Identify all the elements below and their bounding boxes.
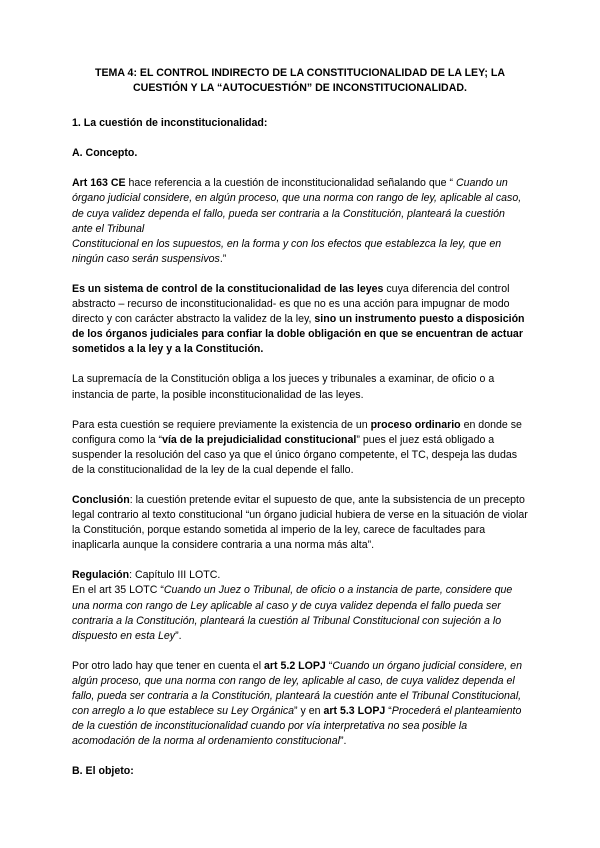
p6-text-3: ”. bbox=[175, 629, 182, 642]
p4-text-1: Para esta cuestión se requiere previamente la existencia de un bbox=[72, 418, 371, 431]
p7-bold-2: art 5.3 LOPJ bbox=[323, 705, 386, 718]
section-1-heading-colon: : bbox=[263, 117, 268, 130]
section-b-heading-colon: : bbox=[130, 765, 134, 778]
p5-text-1: : la cuestión pretende evitar el supuesto de que, ante la subsistencia de un precepto legal contrario al texto constitucional “un órgano judicial hubiera de verse en la situación de violar la Constitución, porque estando sometida al imperio de la ley, carece de facultades para inaplicarla aunque la considere contraria a una norma más alta”. bbox=[72, 493, 528, 552]
p1-quote-2: Constitucional en los supuestos, en la forma y con los efectos que establezca la ley, que en ningún caso serán suspensivos bbox=[72, 237, 502, 265]
paragraph-lopj bbox=[72, 659, 528, 750]
document-title: TEMA 4: EL CONTROL INDIRECTO DE LA CONSTITUCIONALIDAD DE LA LEY; LA CUESTIÓN Y LA “AUTOCUESTIÓN” DE INCONSTITUCIONALIDAD. bbox=[94, 67, 505, 95]
p7-text-3: ” y en bbox=[294, 705, 324, 718]
section-1-heading bbox=[72, 116, 528, 131]
document-page bbox=[72, 66, 528, 794]
p4-bold-1: proceso ordinario bbox=[370, 418, 461, 431]
p7-quote-2: Procederá el planteamiento de la cuestión de inconstitucionalidad cuando por vía interpretativa no sea posible la acomodación de la norma al ordenamiento constitucional bbox=[72, 705, 522, 748]
p4-text-3: ” pues el juez está obligado a suspender la resolución del caso ya que el único órgano competente, el TC, despeja las dudas de la constitucionalidad de la ley de la cual depende el fallo. bbox=[72, 433, 518, 476]
paragraph-regulacion bbox=[72, 568, 528, 643]
paragraph-art-163 bbox=[72, 176, 528, 267]
p1-text-1: hace referencia a la cuestión de inconstitucionalidad señalando que “ bbox=[125, 177, 454, 190]
p5-bold-1: Conclusión bbox=[72, 493, 130, 506]
section-b-heading-text: B. El objeto bbox=[72, 765, 131, 778]
p7-bold-1: art 5.2 LOPJ bbox=[264, 659, 326, 672]
paragraph-supremacia bbox=[72, 372, 528, 402]
p7-text-1: Por otro lado hay que tener en cuenta el bbox=[72, 659, 264, 672]
p1-text-2: .” bbox=[219, 252, 227, 265]
p7-quote-1: Cuando un órgano judicial considere, en algún proceso, que una norma con rango de ley, aplicable al caso, de cuya validez dependa el fallo, pueda ser contraria a la Constitución, planteará la cuestión ante el Tribunal Constitucional, con arreglo a lo que establece su Ley Orgánica bbox=[72, 659, 522, 718]
paragraph-sistema-control bbox=[72, 282, 528, 357]
p3-text-1: La supremacía de la Constitución obliga a los jueces y tribunales a examinar, de oficio o a instancia de parte, la posible inconstitucionalidad de las leyes. bbox=[72, 373, 495, 401]
p1-bold-1: Art 163 CE bbox=[72, 177, 126, 190]
section-b-heading bbox=[72, 764, 528, 779]
section-a-heading: A. Concepto. bbox=[72, 147, 138, 160]
p1-quote-1: Cuando un órgano judicial considere, en algún proceso, que una norma con rango de ley, aplicable al caso, de cuya validez dependa el fallo, pueda ser contraria a la Constitución, planteará la cuestión ante el Tribunal bbox=[72, 177, 522, 235]
p7-text-4: “ bbox=[385, 705, 392, 718]
p4-bold-2: vía de la prejudicialidad constitucional bbox=[162, 433, 357, 446]
p6-bold-1: Regulación bbox=[72, 569, 130, 582]
p6-text-1: : Capítulo III LOTC. bbox=[129, 569, 221, 582]
p6-text-2: En el art 35 LOTC “ bbox=[72, 584, 164, 597]
p2-bold-2: sino un instrumento puesto a disposición de los órganos judiciales para confiar la doble obligación en que se encuentran de actuar sometidos a la ley y a la Constitución. bbox=[72, 313, 525, 356]
p4-text-2: en donde se configura como la “ bbox=[72, 418, 522, 446]
p2-bold-1: Es un sistema de control de la constitucionalidad de las leyes bbox=[72, 282, 384, 295]
p7-text-5: ”. bbox=[339, 735, 347, 748]
p6-quote-1: Cuando un Juez o Tribunal, de oficio o a instancia de parte, considere que una norma con rango de Ley aplicable al caso y de cuya validez dependa el fallo pueda ser contraria a la Constitución, planteará la cuestión al Tribunal Constitucional con sujeción a lo dispuesto en esta Ley bbox=[72, 584, 513, 642]
p2-text-1: cuya diferencia del control abstracto – recurso de inconstitucionalidad- es que no es una acción para impugnar de modo directo y con carácter abstracto la validez de la ley, bbox=[72, 282, 510, 326]
paragraph-conclusion bbox=[72, 493, 528, 553]
section-1-heading-text: 1. La cuestión de inconstitucionalidad bbox=[72, 117, 264, 130]
paragraph-proceso-ordinario bbox=[72, 418, 528, 478]
p7-text-2: “ bbox=[325, 659, 333, 672]
